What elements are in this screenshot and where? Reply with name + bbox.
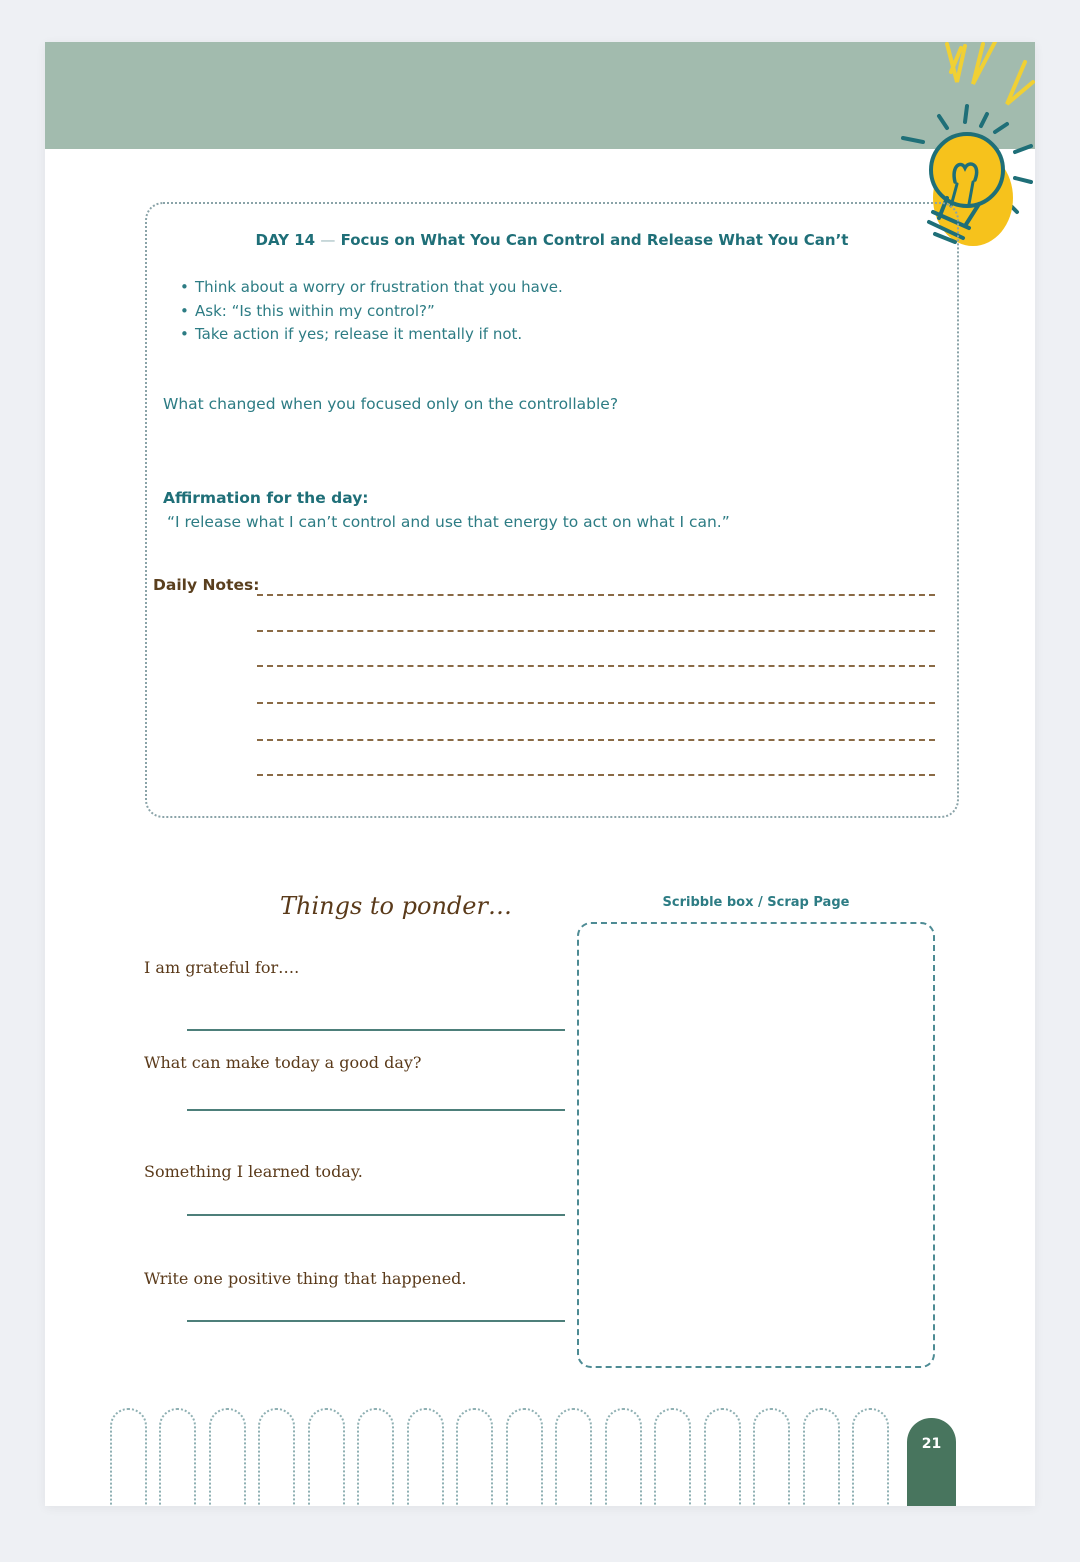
decorative-arch	[803, 1408, 840, 1506]
notes-line[interactable]	[257, 630, 935, 632]
decorative-arch	[506, 1408, 543, 1506]
notes-line[interactable]	[257, 665, 935, 667]
page-number: 21	[907, 1418, 956, 1506]
decorative-arch	[852, 1408, 889, 1506]
decorative-arch	[357, 1408, 394, 1506]
list-item: • Take action if yes; release it mentally if not.	[193, 323, 563, 347]
notes-line[interactable]	[257, 739, 935, 741]
answer-line[interactable]	[187, 1109, 565, 1111]
day-number: DAY 14	[255, 231, 316, 249]
list-item: • Ask: “Is this within my control?”	[193, 300, 563, 324]
decorative-arch	[555, 1408, 592, 1506]
decorative-arch	[407, 1408, 444, 1506]
decorative-arch	[605, 1408, 642, 1506]
day-separator: —	[320, 231, 336, 249]
ponder-title: Things to ponder…	[280, 892, 512, 920]
decorative-arch	[456, 1408, 493, 1506]
notes-line[interactable]	[257, 774, 935, 776]
answer-line[interactable]	[187, 1214, 565, 1216]
affirmation-label: Affirmation for the day:	[163, 489, 369, 507]
decorative-arch	[654, 1408, 691, 1506]
scribble-title: Scribble box / Scrap Page	[662, 895, 850, 910]
decorative-arch	[159, 1408, 196, 1506]
decorative-arch	[209, 1408, 246, 1506]
instruction-list	[179, 276, 563, 347]
day-heading: Focus on What You Can Control and Release What You Can’t	[340, 231, 849, 249]
decorative-arch	[753, 1408, 790, 1506]
day-activity-box	[145, 202, 959, 818]
ponder-prompt-grateful: I am grateful for….	[144, 958, 300, 977]
affirmation-text: “I release what I can’t control and use that energy to act on what I can.”	[167, 513, 730, 531]
list-item: • Think about a worry or frustration that you have.	[193, 276, 563, 300]
ponder-prompt-positive: Write one positive thing that happened.	[144, 1269, 467, 1288]
answer-line[interactable]	[187, 1029, 565, 1031]
answer-line[interactable]	[187, 1320, 565, 1322]
decorative-arch	[308, 1408, 345, 1506]
ponder-prompt-learned: Something I learned today.	[144, 1162, 363, 1181]
scribble-box[interactable]	[577, 922, 935, 1368]
reflection-question: What changed when you focused only on the controllable?	[163, 395, 619, 413]
daily-notes-label: Daily Notes:	[153, 576, 260, 594]
day-title	[147, 231, 957, 249]
notes-line[interactable]	[257, 594, 935, 596]
decorative-arch	[110, 1408, 147, 1506]
header-banner	[45, 42, 1035, 149]
decorative-arch	[704, 1408, 741, 1506]
notes-line[interactable]	[257, 702, 935, 704]
decorative-arch	[258, 1408, 295, 1506]
ponder-prompt-good-day: What can make today a good day?	[144, 1053, 422, 1072]
journal-page	[45, 42, 1035, 1506]
